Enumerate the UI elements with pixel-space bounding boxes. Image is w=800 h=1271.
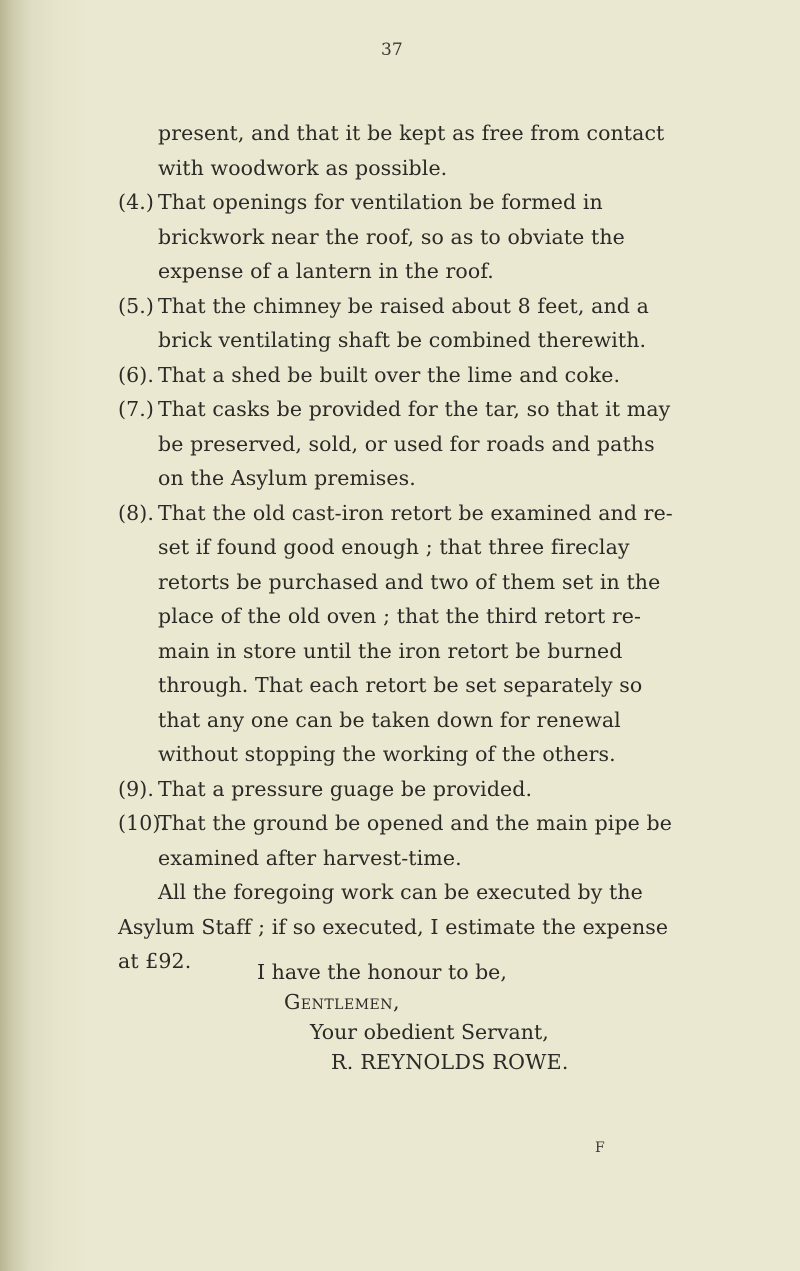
paragraph-item-4 bbox=[118, 185, 678, 289]
paragraph-item-6 bbox=[118, 358, 678, 393]
document-body bbox=[118, 116, 678, 979]
signature-mark: F bbox=[595, 1140, 605, 1156]
page-number: 37 bbox=[381, 40, 403, 60]
item-number: (7.) bbox=[118, 397, 154, 421]
signatory-name: R. REYNOLDS ROWE. bbox=[331, 1050, 569, 1074]
item-number: (4.) bbox=[118, 190, 154, 214]
addressee: Gentlemen, bbox=[284, 990, 401, 1014]
item-number: (6). bbox=[118, 362, 154, 387]
closing-paragraph: All the foregoing work can be executed by the Asylum Staff ; if so executed, I estimate the expense at £92. bbox=[118, 880, 669, 973]
paragraph-text: That the chimney be raised about 8 feet, and a brick ventilating shaft be combined therewith. bbox=[158, 293, 649, 352]
paragraph-text: That openings for ventilation be formed in brickwork near the roof, so as to obviate the expense of a lantern in the roof. bbox=[158, 190, 625, 283]
paragraph-text: That a pressure guage be provided. bbox=[158, 776, 533, 801]
paragraph-text: That the ground be opened and the main pipe be examined after harvest-time. bbox=[158, 811, 672, 870]
paragraph-item-9 bbox=[118, 772, 678, 807]
valediction: Your obedient Servant, bbox=[310, 1020, 549, 1044]
item-number: (8). bbox=[118, 500, 154, 525]
paragraph-text: present, and that it be kept as free from contact with woodwork as possible. bbox=[158, 121, 665, 180]
paragraph-text: That the old cast-iron retort be examined and re-set if found good enough ; that three fireclay retorts be purchased and two of them set in the place of the old oven ; that the third retort re-main in store until the iron retort be burned through. That each retort be set separately so that any one can be taken down for renewal without stopping the working of the others. bbox=[158, 500, 673, 766]
paragraph-item-5 bbox=[118, 289, 678, 358]
paragraph-text: That casks be provided for the tar, so that it may be preserved, sold, or used for roads and paths on the Asylum premises. bbox=[158, 397, 671, 490]
paragraph-continuation bbox=[118, 116, 678, 185]
item-number: (10). bbox=[118, 811, 168, 835]
item-number: (5.) bbox=[118, 293, 154, 318]
paragraph-item-10 bbox=[118, 806, 678, 875]
paragraph-item-8 bbox=[118, 496, 678, 772]
paragraph-item-7 bbox=[118, 392, 678, 496]
paragraph-text: That a shed be built over the lime and coke. bbox=[158, 362, 621, 387]
item-number: (9). bbox=[118, 776, 154, 801]
closing-salutation: I have the honour to be, bbox=[257, 960, 507, 984]
